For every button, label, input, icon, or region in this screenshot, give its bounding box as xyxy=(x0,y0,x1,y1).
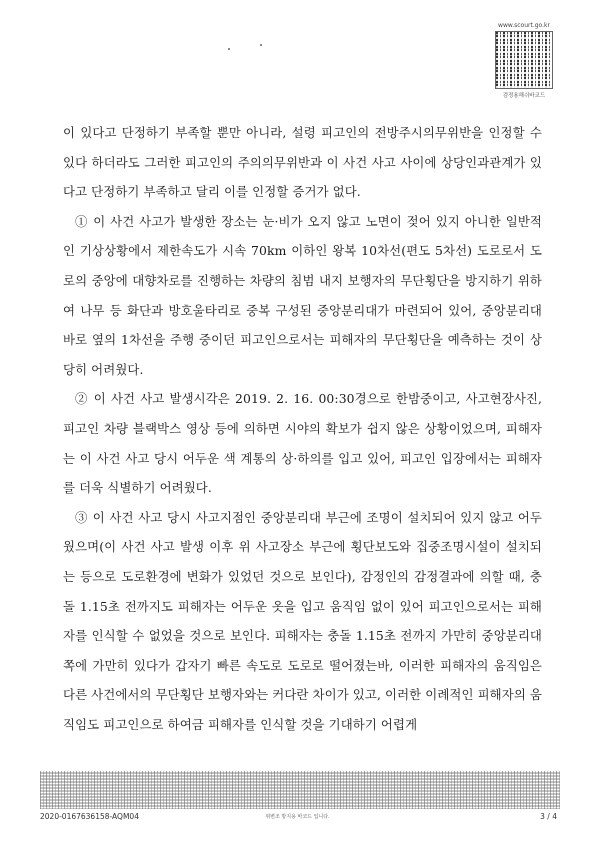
paragraph-reason-3: ③ 이 사건 사고 당시 사고지점인 중앙분리대 부근에 조명이 설치되어 있지 않고 어두웠으며(이 사건 사고 발생 이후 위 사고장소 부근에 횡단보도와 집중조명시설이 설치되는 등으로 도로환경에 변화가 있었던 것으로 보인다), 감정인의 감정결과에 의할 때, 충돌 1.15초 전까지도 피해자는 어두운 옷을 입고 움직임 없이 있어 피고인으로서는 피해자를 인식할 수 없었을 것으로 보인다. 피해자는 충돌 1.15초 전까지 가만히 중앙분리대 쪽에 가만히 있다가 갑자기 빠른 속도로 도로로 떨어졌는바, 이러한 피해자의 움직임은 다른 사건에서의 무단횡단 보행자와는 커다란 차이가 있고, 이러한 이례적인 피해자의 움직임도 피고인으로 하여금 피해자를 인식할 것을 기대하기 어렵게 xyxy=(63,509,542,732)
qr-caption: 검정용해쉬바코드 xyxy=(502,93,546,99)
scan-speck xyxy=(228,48,230,50)
qr-code-icon xyxy=(495,31,553,89)
barcode-notice: 위변조 방지용 바코드 입니다. xyxy=(265,814,330,820)
document-body xyxy=(63,118,542,739)
paragraph-reason-1: ① 이 사건 사고가 발생한 장소는 눈·비가 오지 않고 노면이 젖어 있지 아니한 일반적인 기상상황에서 제한속도가 시속 70km 이하인 왕복 10차선(편도 5차선) 도로로서 도로의 중앙에 대향차로를 진행하는 차량의 침범 내지 보행자의 무단횡단을 방지하기 위하여 나무 등 화단과 방호울타리로 중복 구성된 중앙분리대가 마련되어 있어, 중앙분리대 바로 옆의 1차선을 주행 중이던 피고인으로서는 피해자의 무단횡단을 예측하는 것이 상당히 어려웠다. xyxy=(63,213,542,377)
paragraph-continuation: 이 있다고 단정하기 부족할 뿐만 아니라, 설령 피고인의 전방주시의무위반을 인정할 수 있다 하더라도 그러한 피고인의 주의의무위반과 이 사건 사고 사이에 상당인과관계가 있다고 단정하기 부족하고 달리 이를 인정할 증거가 없다. xyxy=(63,125,542,200)
page-number: 3 / 4 xyxy=(540,812,557,821)
court-url: www.scourt.go.kr xyxy=(498,22,550,29)
paragraph-reason-2: ② 이 사건 사고 발생시각은 2019. 2. 16. 00:30경으로 한밤중이고, 사고현장사진, 피고인 차량 블랙박스 영상 등에 의하면 시야의 확보가 쉽지 않은 상황이었으며, 피해자는 이 사건 사고 당시 어두운 색 계통의 상·하의를 입고 있어, 피고인 입장에서는 피해자를 더욱 식별하기 어려웠다. xyxy=(63,391,542,496)
document-id: 2020-0167636158-AQM04 xyxy=(40,812,139,821)
scan-speck xyxy=(260,44,262,46)
anti-forgery-barcode xyxy=(40,771,560,809)
verification-qr-block xyxy=(487,22,561,99)
